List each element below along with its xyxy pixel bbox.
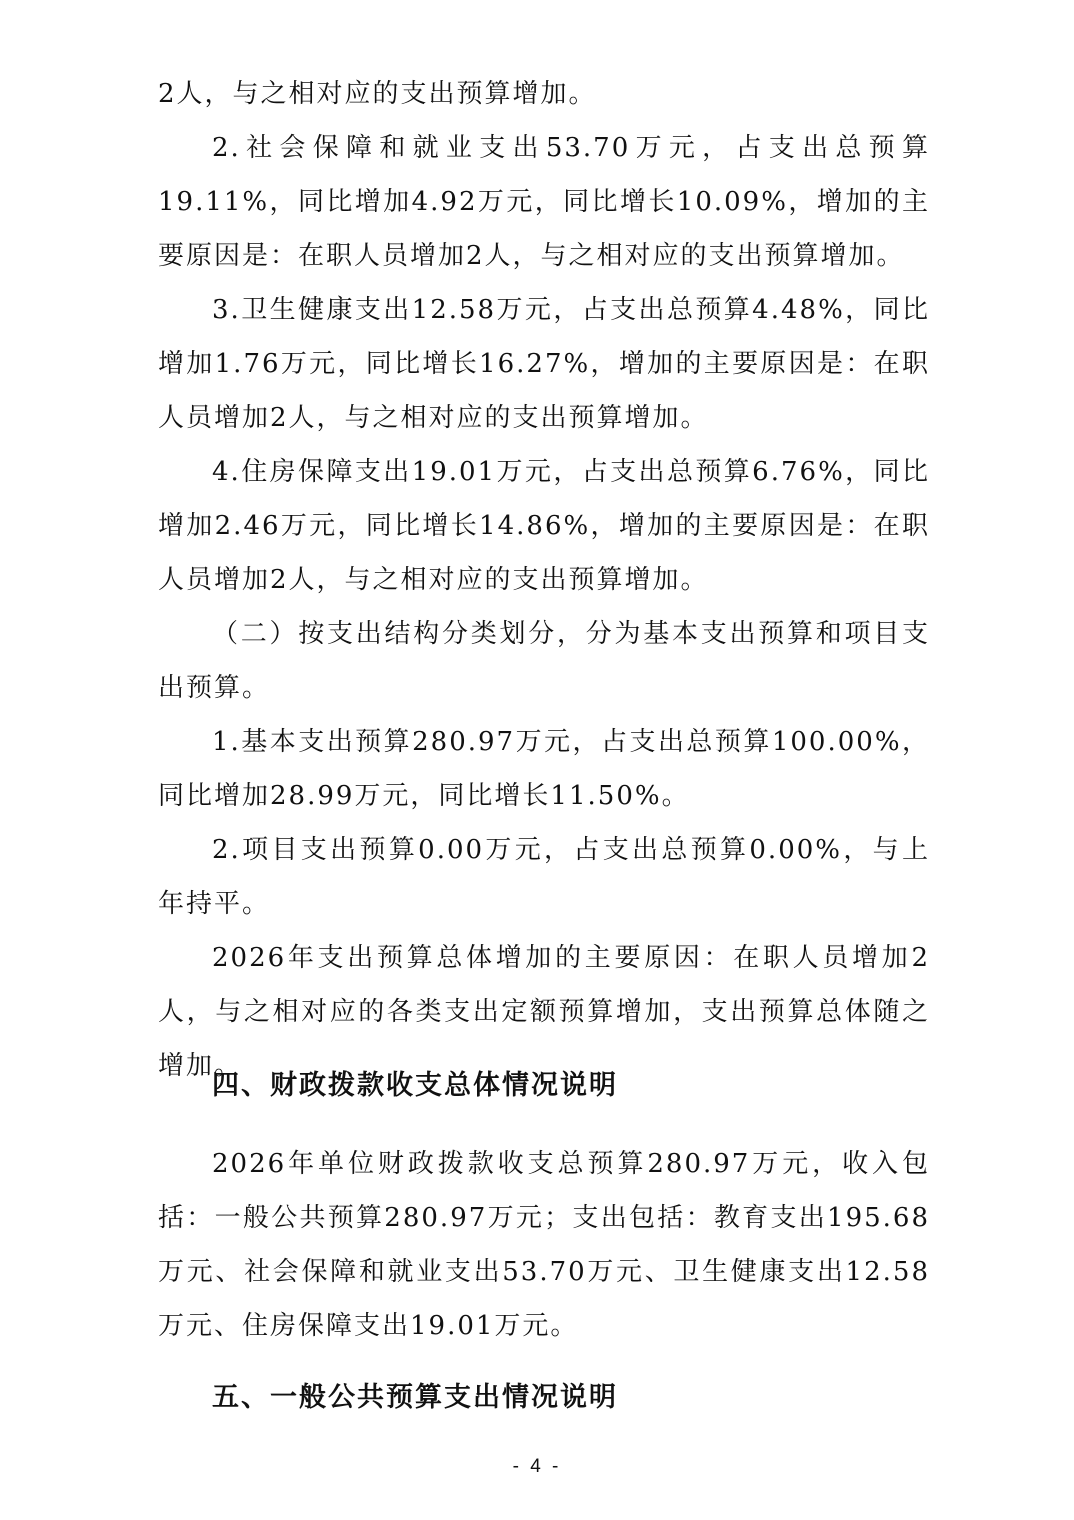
paragraph-structure-classification: （二）按支出结构分类划分，分为基本支出预算和项目支出预算。 — [158, 619, 930, 703]
page-number: - 4 - — [512, 1456, 562, 1477]
section-heading-fiscal-appropriation: 四、财政拨款收支总体情况说明 — [212, 1070, 618, 1101]
paragraph-housing: 4.住房保障支出19.01万元，占支出总预算6.76%，同比增加2.46万元，同比增长14.86%，增加的主要原因是：在职人员增加2人，与之相对应的支出预算增加。 — [158, 457, 930, 595]
paragraph-health: 3.卫生健康支出12.58万元，占支出总预算4.48%，同比增加1.76万元，同比增长16.27%，增加的主要原因是：在职人员增加2人，与之相对应的支出预算增加。 — [158, 295, 930, 433]
paragraph-continuation: 2人，与之相对应的支出预算增加。 — [158, 79, 597, 109]
section-heading-general-public-budget: 五、一般公共预算支出情况说明 — [212, 1382, 618, 1413]
paragraph-basic-expenditure: 1.基本支出预算280.97万元，占支出总预算100.00%，同比增加28.99万元，同比增长11.50%。 — [158, 727, 930, 811]
paragraph-project-expenditure: 2.项目支出预算0.00万元，占支出总预算0.00%，与上年持平。 — [158, 835, 930, 919]
paragraph-social-security: 2.社会保障和就业支出53.70万元，占支出总预算19.11%，同比增加4.92万元，同比增长10.09%，增加的主要原因是：在职人员增加2人，与之相对应的支出预算增加。 — [158, 133, 930, 271]
paragraph-overall-increase-reason: 2026年支出预算总体增加的主要原因：在职人员增加2人，与之相对应的各类支出定额预算增加，支出预算总体随之增加。 — [158, 943, 930, 1081]
paragraph-fiscal-appropriation: 2026年单位财政拨款收支总预算280.97万元，收入包括：一般公共预算280.97万元；支出包括：教育支出195.68万元、社会保障和就业支出53.70万元、卫生健康支出12.58万元、住房保障支出19.01万元。 — [158, 1149, 930, 1341]
